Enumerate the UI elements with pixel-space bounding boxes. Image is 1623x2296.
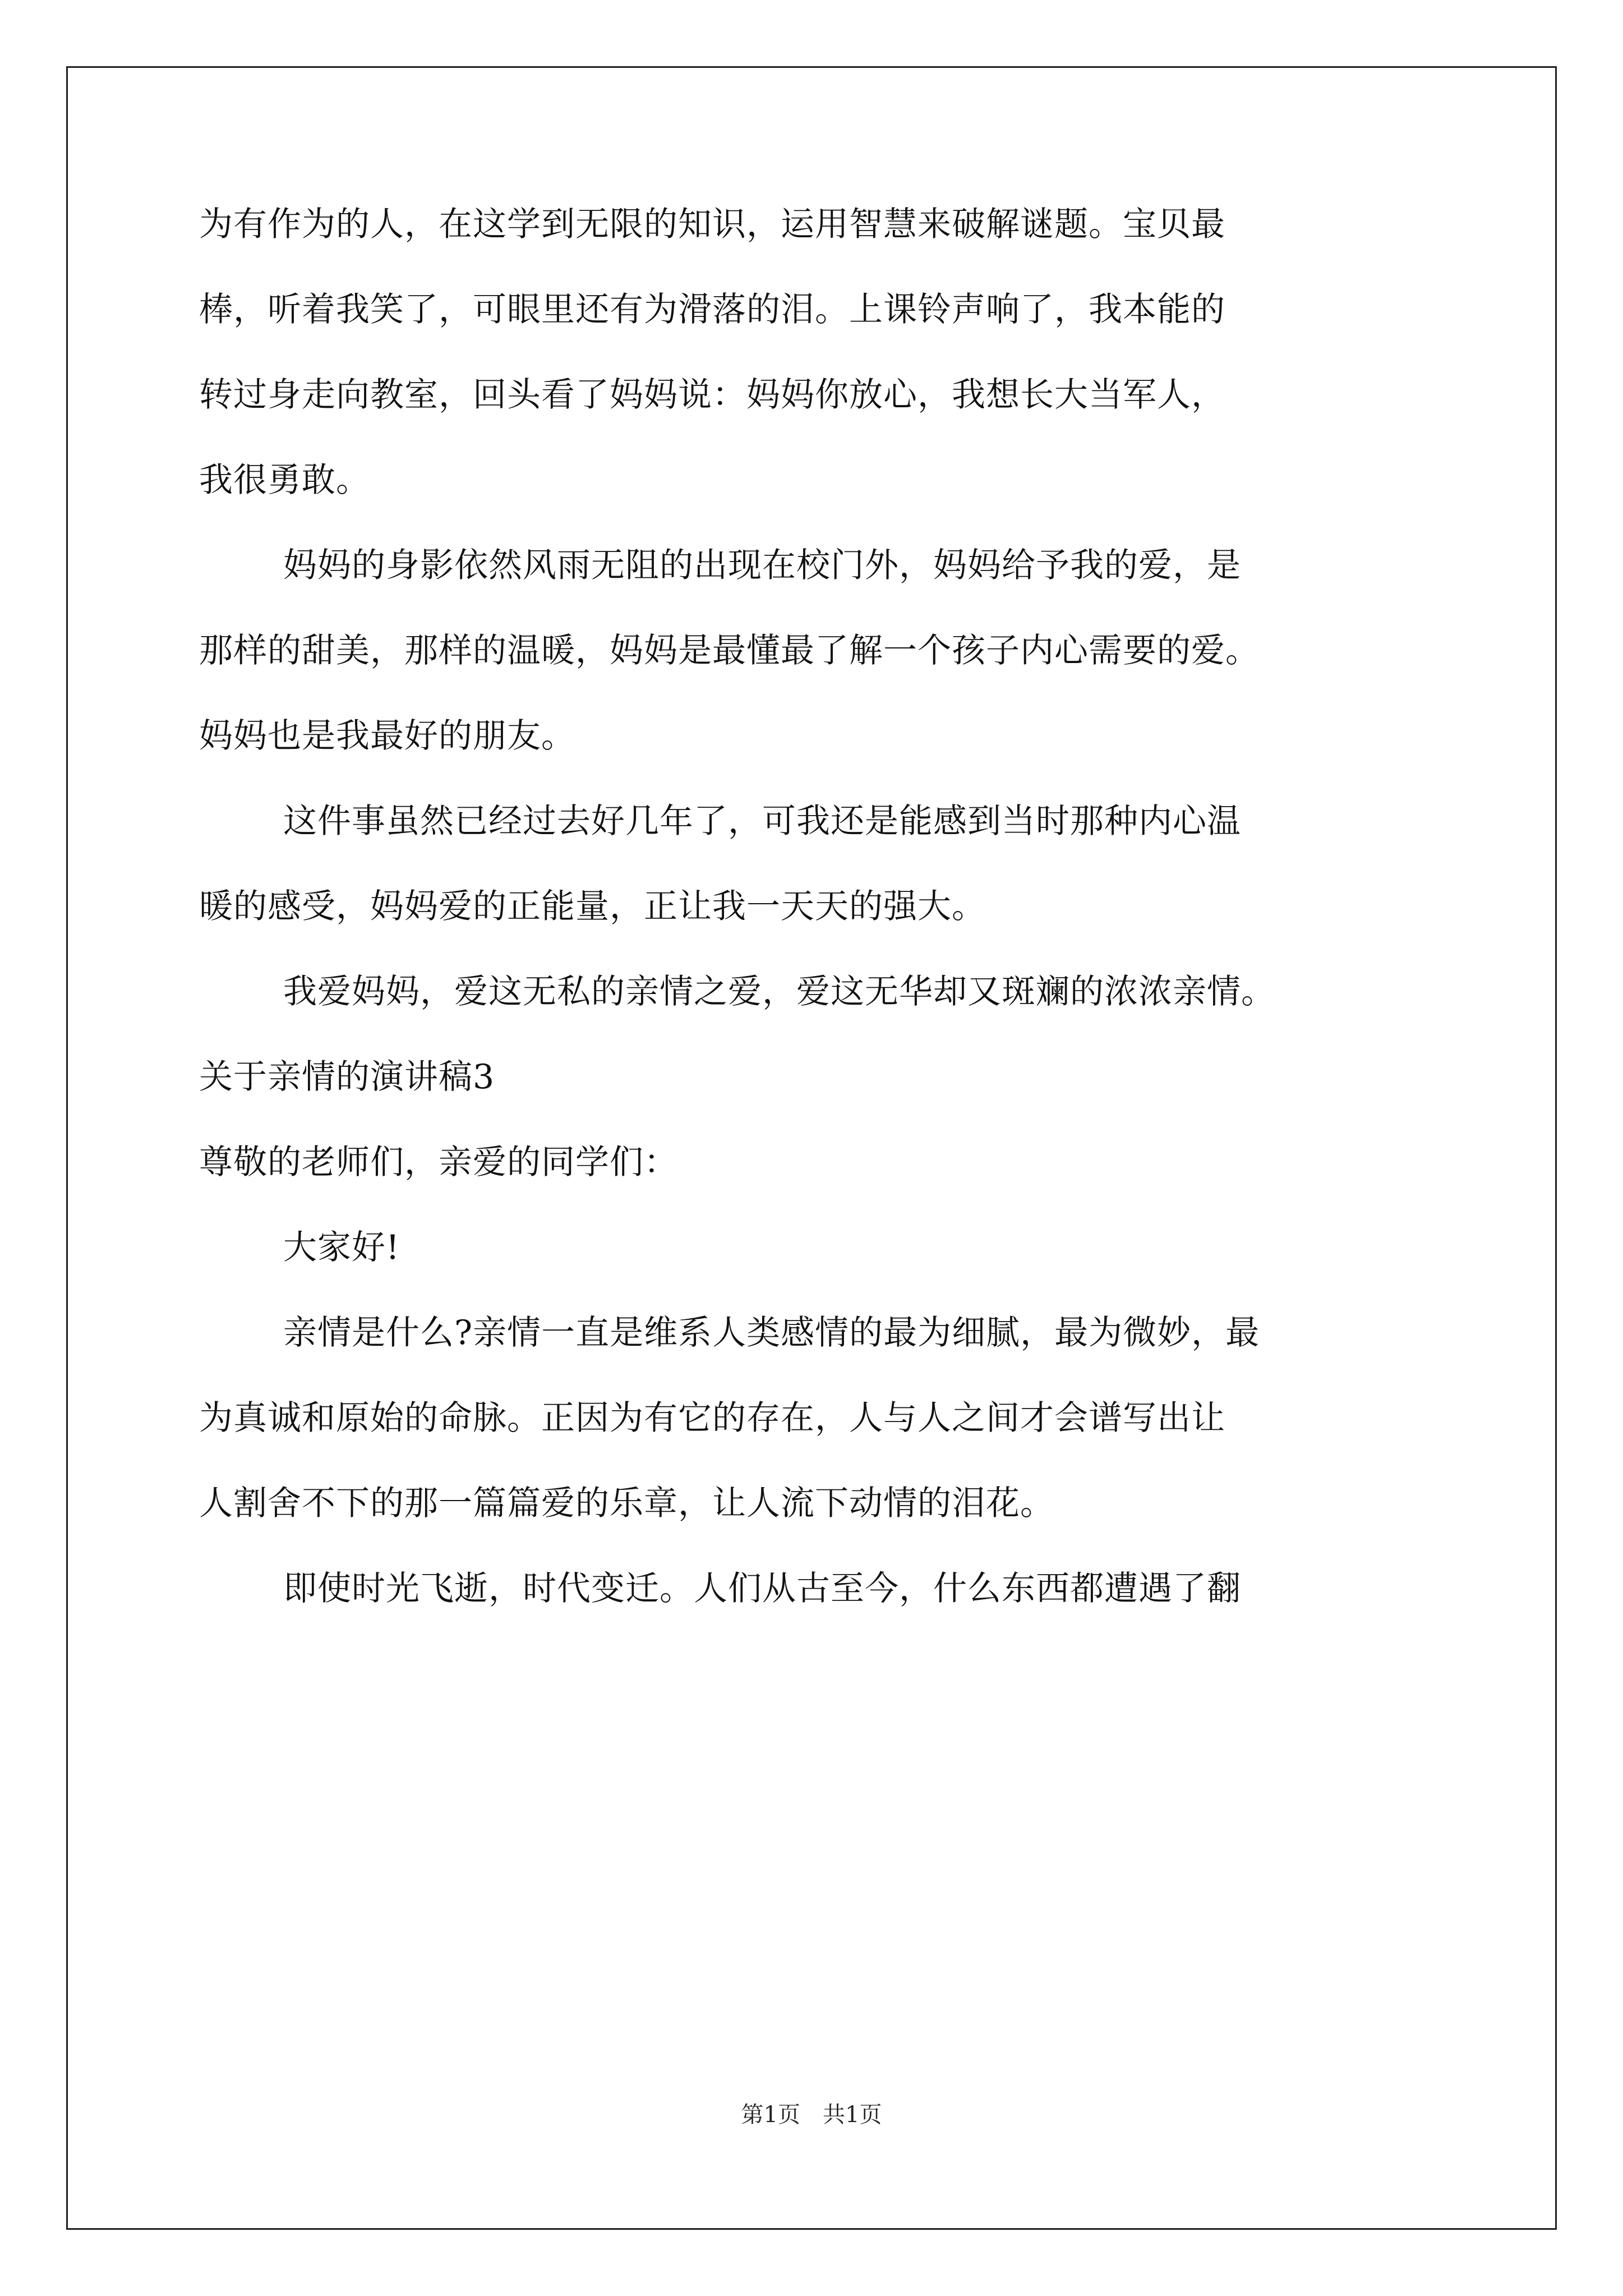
section-heading: 关于亲情的演讲稿3 bbox=[199, 1057, 495, 1097]
page-number-footer: 第1页 共1页 bbox=[741, 2102, 882, 2128]
paragraph-start-line: 亲情是什么?亲情一直是维系人类感情的最为细腻，最为微妙，最 bbox=[283, 1313, 1260, 1352]
salutation-line: 尊敬的老师们，亲爱的同学们： bbox=[199, 1143, 678, 1182]
paragraph-start-line: 我爱妈妈，爱这无私的亲情之爱，爱这无华却又斑斓的浓浓亲情。 bbox=[283, 972, 1275, 1011]
text-line: 暖的感受，妈妈爱的正能量，正让我一天天的强大。 bbox=[199, 887, 986, 926]
text-line: 那样的甜美，那样的温暖，妈妈是最懂最了解一个孩子内心需要的爱。 bbox=[199, 631, 1260, 670]
paragraph-start-line: 妈妈的身影依然风雨无阻的出现在校门外，妈妈给予我的爱，是 bbox=[283, 546, 1241, 585]
paragraph-start-line: 即使时光飞逝，时代变迁。人们从古至今，什么东西都遭遇了翻 bbox=[283, 1569, 1241, 1608]
text-line: 人割舍不下的那一篇篇爱的乐章，让人流下动情的泪花。 bbox=[199, 1484, 1054, 1523]
text-line: 为真诚和原始的命脉。正因为有它的存在，人与人之间才会谱写出让 bbox=[199, 1398, 1225, 1438]
text-line: 为有作为的人，在这学到无限的知识，运用智慧来破解谜题。宝贝最 bbox=[199, 205, 1225, 244]
text-line: 棒，听着我笑了，可眼里还有为滑落的泪。上课铃声响了，我本能的 bbox=[199, 290, 1225, 329]
text-line: 我很勇敢。 bbox=[199, 461, 370, 500]
greeting-line: 大家好! bbox=[283, 1228, 400, 1267]
paragraph-start-line: 这件事虽然已经过去好几年了，可我还是能感到当时那种内心温 bbox=[283, 802, 1241, 841]
text-line: 妈妈也是我最好的朋友。 bbox=[199, 716, 575, 756]
text-line: 转过身走向教室，回头看了妈妈说：妈妈你放心，我想长大当军人， bbox=[199, 375, 1225, 415]
